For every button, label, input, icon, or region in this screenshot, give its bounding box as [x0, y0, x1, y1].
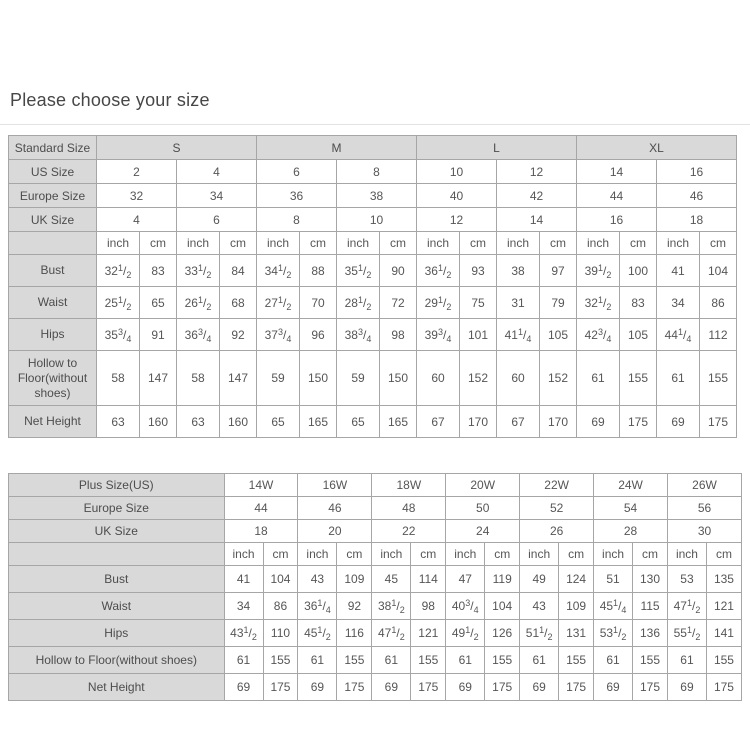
size-cell: 46 [298, 497, 372, 520]
measure-cell: $25^1/_2$ [97, 287, 140, 319]
size-cell: 34 [177, 184, 257, 208]
measure-cell: 155 [700, 351, 737, 406]
unit-cell: inch [667, 543, 706, 566]
measure-cell: $43^1/_2$ [224, 620, 263, 647]
measure-cell: 58 [97, 351, 140, 406]
row-label: Standard Size [9, 136, 97, 160]
size-cell: 14 [577, 160, 657, 184]
measure-cell: 31 [497, 287, 540, 319]
measure-cell: $32^1/_2$ [97, 255, 140, 287]
measure-cell: $35^3/_4$ [97, 319, 140, 351]
size-cell: 8 [337, 160, 417, 184]
measure-cell: 70 [300, 287, 337, 319]
measure-cell: 69 [577, 406, 620, 438]
unit-cell: inch [520, 543, 559, 566]
unit-cell: cm [620, 232, 657, 255]
measure-cell: 97 [540, 255, 577, 287]
unit-cell: cm [700, 232, 737, 255]
measure-cell: 155 [485, 647, 520, 674]
size-row [9, 474, 742, 497]
table-gap [8, 438, 742, 463]
unit-cell: cm [220, 232, 257, 255]
row-label [9, 543, 225, 566]
unit-cell: cm [633, 543, 668, 566]
measure-cell: 170 [540, 406, 577, 438]
unit-row [9, 232, 737, 255]
measure-cell: 58 [177, 351, 220, 406]
unit-cell: inch [577, 232, 620, 255]
measure-cell: $27^1/_2$ [257, 287, 300, 319]
size-cell: 40 [417, 184, 497, 208]
measure-row [9, 566, 742, 593]
measure-cell: 61 [667, 647, 706, 674]
measure-cell: $32^1/_2$ [577, 287, 620, 319]
measure-cell: 126 [485, 620, 520, 647]
size-cell: 12 [417, 208, 497, 232]
size-cell: 26 [520, 520, 594, 543]
row-label: Hips [9, 620, 225, 647]
unit-cell: inch [594, 543, 633, 566]
measure-cell: 175 [559, 674, 594, 701]
size-cell: 50 [446, 497, 520, 520]
measure-cell: 136 [633, 620, 668, 647]
measure-cell: 155 [559, 647, 594, 674]
row-label: Bust [9, 566, 225, 593]
measure-cell: 116 [337, 620, 372, 647]
unit-cell: cm [540, 232, 577, 255]
measure-cell: 141 [706, 620, 741, 647]
measure-cell: 63 [97, 406, 140, 438]
size-cell: 16W [298, 474, 372, 497]
unit-cell: cm [380, 232, 417, 255]
size-cell: 20 [298, 520, 372, 543]
unit-cell: cm [706, 543, 741, 566]
measure-row [9, 351, 737, 406]
measure-cell: 98 [411, 593, 446, 620]
measure-cell: 170 [460, 406, 497, 438]
measure-cell: 109 [559, 593, 594, 620]
measure-cell: $45^1/_4$ [594, 593, 633, 620]
measure-cell: 83 [140, 255, 177, 287]
size-row [9, 520, 742, 543]
measure-cell: 47 [446, 566, 485, 593]
unit-cell: cm [337, 543, 372, 566]
measure-cell: 109 [337, 566, 372, 593]
measure-cell: 43 [298, 566, 337, 593]
row-label: Europe Size [9, 184, 97, 208]
measure-cell: $41^1/_4$ [497, 319, 540, 351]
size-cell: XL [577, 136, 737, 160]
size-row [9, 208, 737, 232]
row-label: Net Height [9, 406, 97, 438]
unit-cell: inch [497, 232, 540, 255]
size-cell: 48 [372, 497, 446, 520]
size-row [9, 184, 737, 208]
measure-cell: 165 [300, 406, 337, 438]
measure-cell: 114 [411, 566, 446, 593]
unit-cell: inch [224, 543, 263, 566]
measure-cell: 53 [667, 566, 706, 593]
unit-cell: cm [411, 543, 446, 566]
measure-cell: 115 [633, 593, 668, 620]
size-row [9, 160, 737, 184]
size-cell: 18 [224, 520, 298, 543]
unit-row [9, 543, 742, 566]
unit-cell: cm [300, 232, 337, 255]
measure-cell: $45^1/_2$ [298, 620, 337, 647]
measure-cell: 69 [446, 674, 485, 701]
measure-cell: 61 [446, 647, 485, 674]
size-cell: 24 [446, 520, 520, 543]
row-label [9, 232, 97, 255]
measure-cell: 60 [417, 351, 460, 406]
measure-cell: 147 [140, 351, 177, 406]
measure-cell: $38^1/_2$ [372, 593, 411, 620]
size-cell: 28 [594, 520, 668, 543]
measure-cell: 147 [220, 351, 257, 406]
measure-cell: 43 [520, 593, 559, 620]
measure-cell: 150 [380, 351, 417, 406]
unit-cell: cm [140, 232, 177, 255]
measure-cell: $51^1/_2$ [520, 620, 559, 647]
row-label: Hips [9, 319, 97, 351]
page-title: Please choose your size [10, 90, 210, 110]
measure-cell: 91 [140, 319, 177, 351]
unit-cell: inch [372, 543, 411, 566]
size-cell: L [417, 136, 577, 160]
size-cell: 42 [497, 184, 577, 208]
measure-cell: 121 [706, 593, 741, 620]
measure-cell: 165 [380, 406, 417, 438]
size-cell: 10 [417, 160, 497, 184]
measure-cell: 90 [380, 255, 417, 287]
measure-cell: 69 [594, 674, 633, 701]
measure-cell: 61 [372, 647, 411, 674]
measure-cell: 175 [700, 406, 737, 438]
measure-cell: $42^3/_4$ [577, 319, 620, 351]
measure-cell: 105 [620, 319, 657, 351]
unit-cell: inch [298, 543, 337, 566]
measure-cell: $39^1/_2$ [577, 255, 620, 287]
title-divider [0, 124, 750, 125]
measure-cell: 61 [298, 647, 337, 674]
measure-cell: $49^1/_2$ [446, 620, 485, 647]
row-label: Hollow to Floor(without shoes) [9, 351, 97, 406]
size-cell: 14 [497, 208, 577, 232]
measure-cell: 130 [633, 566, 668, 593]
row-label: Waist [9, 287, 97, 319]
row-label: US Size [9, 160, 97, 184]
measure-cell: 155 [263, 647, 298, 674]
measure-row [9, 647, 742, 674]
size-cell: 4 [177, 160, 257, 184]
measure-cell: 175 [633, 674, 668, 701]
measure-cell: 86 [263, 593, 298, 620]
unit-cell: inch [657, 232, 700, 255]
measure-cell: 61 [577, 351, 620, 406]
measure-cell: 69 [520, 674, 559, 701]
measure-cell: $26^1/_2$ [177, 287, 220, 319]
size-cell: 12 [497, 160, 577, 184]
measure-cell: $47^1/_2$ [372, 620, 411, 647]
measure-cell: 124 [559, 566, 594, 593]
measure-cell: 160 [220, 406, 257, 438]
size-cell: 44 [224, 497, 298, 520]
size-cell: 22 [372, 520, 446, 543]
measure-cell: $37^3/_4$ [257, 319, 300, 351]
size-cell: 26W [667, 474, 741, 497]
size-cell: 20W [446, 474, 520, 497]
unit-cell: inch [97, 232, 140, 255]
size-cell: 18W [372, 474, 446, 497]
measure-cell: 101 [460, 319, 497, 351]
size-cell: 2 [97, 160, 177, 184]
measure-row [9, 255, 737, 287]
measure-cell: 41 [657, 255, 700, 287]
measure-cell: 34 [657, 287, 700, 319]
measure-row [9, 287, 737, 319]
measure-row [9, 674, 742, 701]
measure-cell: 175 [620, 406, 657, 438]
measure-cell: 150 [300, 351, 337, 406]
measure-cell: 110 [263, 620, 298, 647]
unit-cell: cm [263, 543, 298, 566]
size-cell: 46 [657, 184, 737, 208]
measure-cell: 63 [177, 406, 220, 438]
size-cell: 14W [224, 474, 298, 497]
measure-cell: $35^1/_2$ [337, 255, 380, 287]
measure-cell: 69 [372, 674, 411, 701]
measure-cell: 175 [411, 674, 446, 701]
measure-cell: 175 [263, 674, 298, 701]
unit-cell: inch [446, 543, 485, 566]
measure-cell: 131 [559, 620, 594, 647]
measure-cell: 49 [520, 566, 559, 593]
measure-cell: 38 [497, 255, 540, 287]
measure-cell: 105 [540, 319, 577, 351]
row-label: Net Height [9, 674, 225, 701]
measure-cell: 45 [372, 566, 411, 593]
measure-cell: 98 [380, 319, 417, 351]
standard-size-table [8, 135, 737, 438]
measure-cell: 69 [667, 674, 706, 701]
unit-cell: inch [337, 232, 380, 255]
measure-cell: $44^1/_4$ [657, 319, 700, 351]
measure-cell: 79 [540, 287, 577, 319]
size-cell: 52 [520, 497, 594, 520]
size-cell: 56 [667, 497, 741, 520]
measure-cell: 67 [497, 406, 540, 438]
unit-cell: inch [417, 232, 460, 255]
size-cell: 24W [594, 474, 668, 497]
measure-cell: 155 [411, 647, 446, 674]
size-cell: 10 [337, 208, 417, 232]
size-cell: 36 [257, 184, 337, 208]
size-cell: 30 [667, 520, 741, 543]
size-cell: 44 [577, 184, 657, 208]
measure-cell: $53^1/_2$ [594, 620, 633, 647]
measure-cell: $28^1/_2$ [337, 287, 380, 319]
measure-cell: 61 [224, 647, 263, 674]
measure-cell: 67 [417, 406, 460, 438]
row-label: Bust [9, 255, 97, 287]
measure-cell: 104 [263, 566, 298, 593]
size-cell: 6 [257, 160, 337, 184]
measure-cell: 61 [520, 647, 559, 674]
measure-cell: $36^1/_2$ [417, 255, 460, 287]
size-cell: 16 [577, 208, 657, 232]
size-cell: 38 [337, 184, 417, 208]
measure-cell: 88 [300, 255, 337, 287]
unit-cell: cm [559, 543, 594, 566]
measure-cell: 121 [411, 620, 446, 647]
measure-cell: 175 [337, 674, 372, 701]
measure-cell: 61 [594, 647, 633, 674]
size-cell: S [97, 136, 257, 160]
measure-cell: $36^3/_4$ [177, 319, 220, 351]
unit-cell: cm [485, 543, 520, 566]
size-cell: 18 [657, 208, 737, 232]
size-cell: 4 [97, 208, 177, 232]
measure-cell: 65 [257, 406, 300, 438]
unit-cell: inch [177, 232, 220, 255]
measure-cell: 155 [620, 351, 657, 406]
size-cell: 8 [257, 208, 337, 232]
measure-cell: 93 [460, 255, 497, 287]
measure-cell: 34 [224, 593, 263, 620]
measure-cell: 155 [633, 647, 668, 674]
measure-cell: 83 [620, 287, 657, 319]
measure-cell: 65 [337, 406, 380, 438]
unit-cell: inch [257, 232, 300, 255]
measure-cell: 61 [657, 351, 700, 406]
measure-cell: 51 [594, 566, 633, 593]
measure-cell: 59 [257, 351, 300, 406]
measure-cell: $47^1/_2$ [667, 593, 706, 620]
measure-cell: 155 [706, 647, 741, 674]
measure-cell: 41 [224, 566, 263, 593]
measure-cell: 92 [220, 319, 257, 351]
measure-cell: $38^3/_4$ [337, 319, 380, 351]
size-row [9, 136, 737, 160]
measure-cell: 92 [337, 593, 372, 620]
measure-cell: 69 [657, 406, 700, 438]
measure-cell: 160 [140, 406, 177, 438]
measure-cell: 75 [460, 287, 497, 319]
measure-cell: 104 [485, 593, 520, 620]
unit-cell: cm [460, 232, 497, 255]
size-row [9, 497, 742, 520]
size-cell: M [257, 136, 417, 160]
measure-cell: $34^1/_2$ [257, 255, 300, 287]
measure-cell: 152 [460, 351, 497, 406]
measure-cell: 69 [298, 674, 337, 701]
plus-size-table [8, 473, 742, 701]
measure-cell: 119 [485, 566, 520, 593]
measure-cell: 155 [337, 647, 372, 674]
row-label: Hollow to Floor(without shoes) [9, 647, 225, 674]
size-cell: 54 [594, 497, 668, 520]
measure-cell: 175 [706, 674, 741, 701]
row-label: Waist [9, 593, 225, 620]
size-cell: 32 [97, 184, 177, 208]
measure-row [9, 406, 737, 438]
measure-cell: 135 [706, 566, 741, 593]
measure-cell: 100 [620, 255, 657, 287]
measure-row [9, 620, 742, 647]
measure-cell: 152 [540, 351, 577, 406]
measure-cell: 65 [140, 287, 177, 319]
row-label: Plus Size(US) [9, 474, 225, 497]
measure-cell: 104 [700, 255, 737, 287]
measure-cell: $29^1/_2$ [417, 287, 460, 319]
measure-cell: 72 [380, 287, 417, 319]
size-cell: 22W [520, 474, 594, 497]
measure-row [9, 593, 742, 620]
row-label: Europe Size [9, 497, 225, 520]
measure-cell: 69 [224, 674, 263, 701]
size-cell: 6 [177, 208, 257, 232]
measure-cell: 59 [337, 351, 380, 406]
measure-cell: $40^3/_4$ [446, 593, 485, 620]
measure-cell: 96 [300, 319, 337, 351]
measure-cell: 86 [700, 287, 737, 319]
measure-cell: $55^1/_2$ [667, 620, 706, 647]
row-label: UK Size [9, 520, 225, 543]
row-label: UK Size [9, 208, 97, 232]
measure-cell: 84 [220, 255, 257, 287]
measure-cell: 68 [220, 287, 257, 319]
measure-row [9, 319, 737, 351]
measure-cell: 60 [497, 351, 540, 406]
measure-cell: $39^3/_4$ [417, 319, 460, 351]
measure-cell: 112 [700, 319, 737, 351]
size-cell: 16 [657, 160, 737, 184]
measure-cell: $33^1/_2$ [177, 255, 220, 287]
measure-cell: $36^1/_4$ [298, 593, 337, 620]
measure-cell: 175 [485, 674, 520, 701]
